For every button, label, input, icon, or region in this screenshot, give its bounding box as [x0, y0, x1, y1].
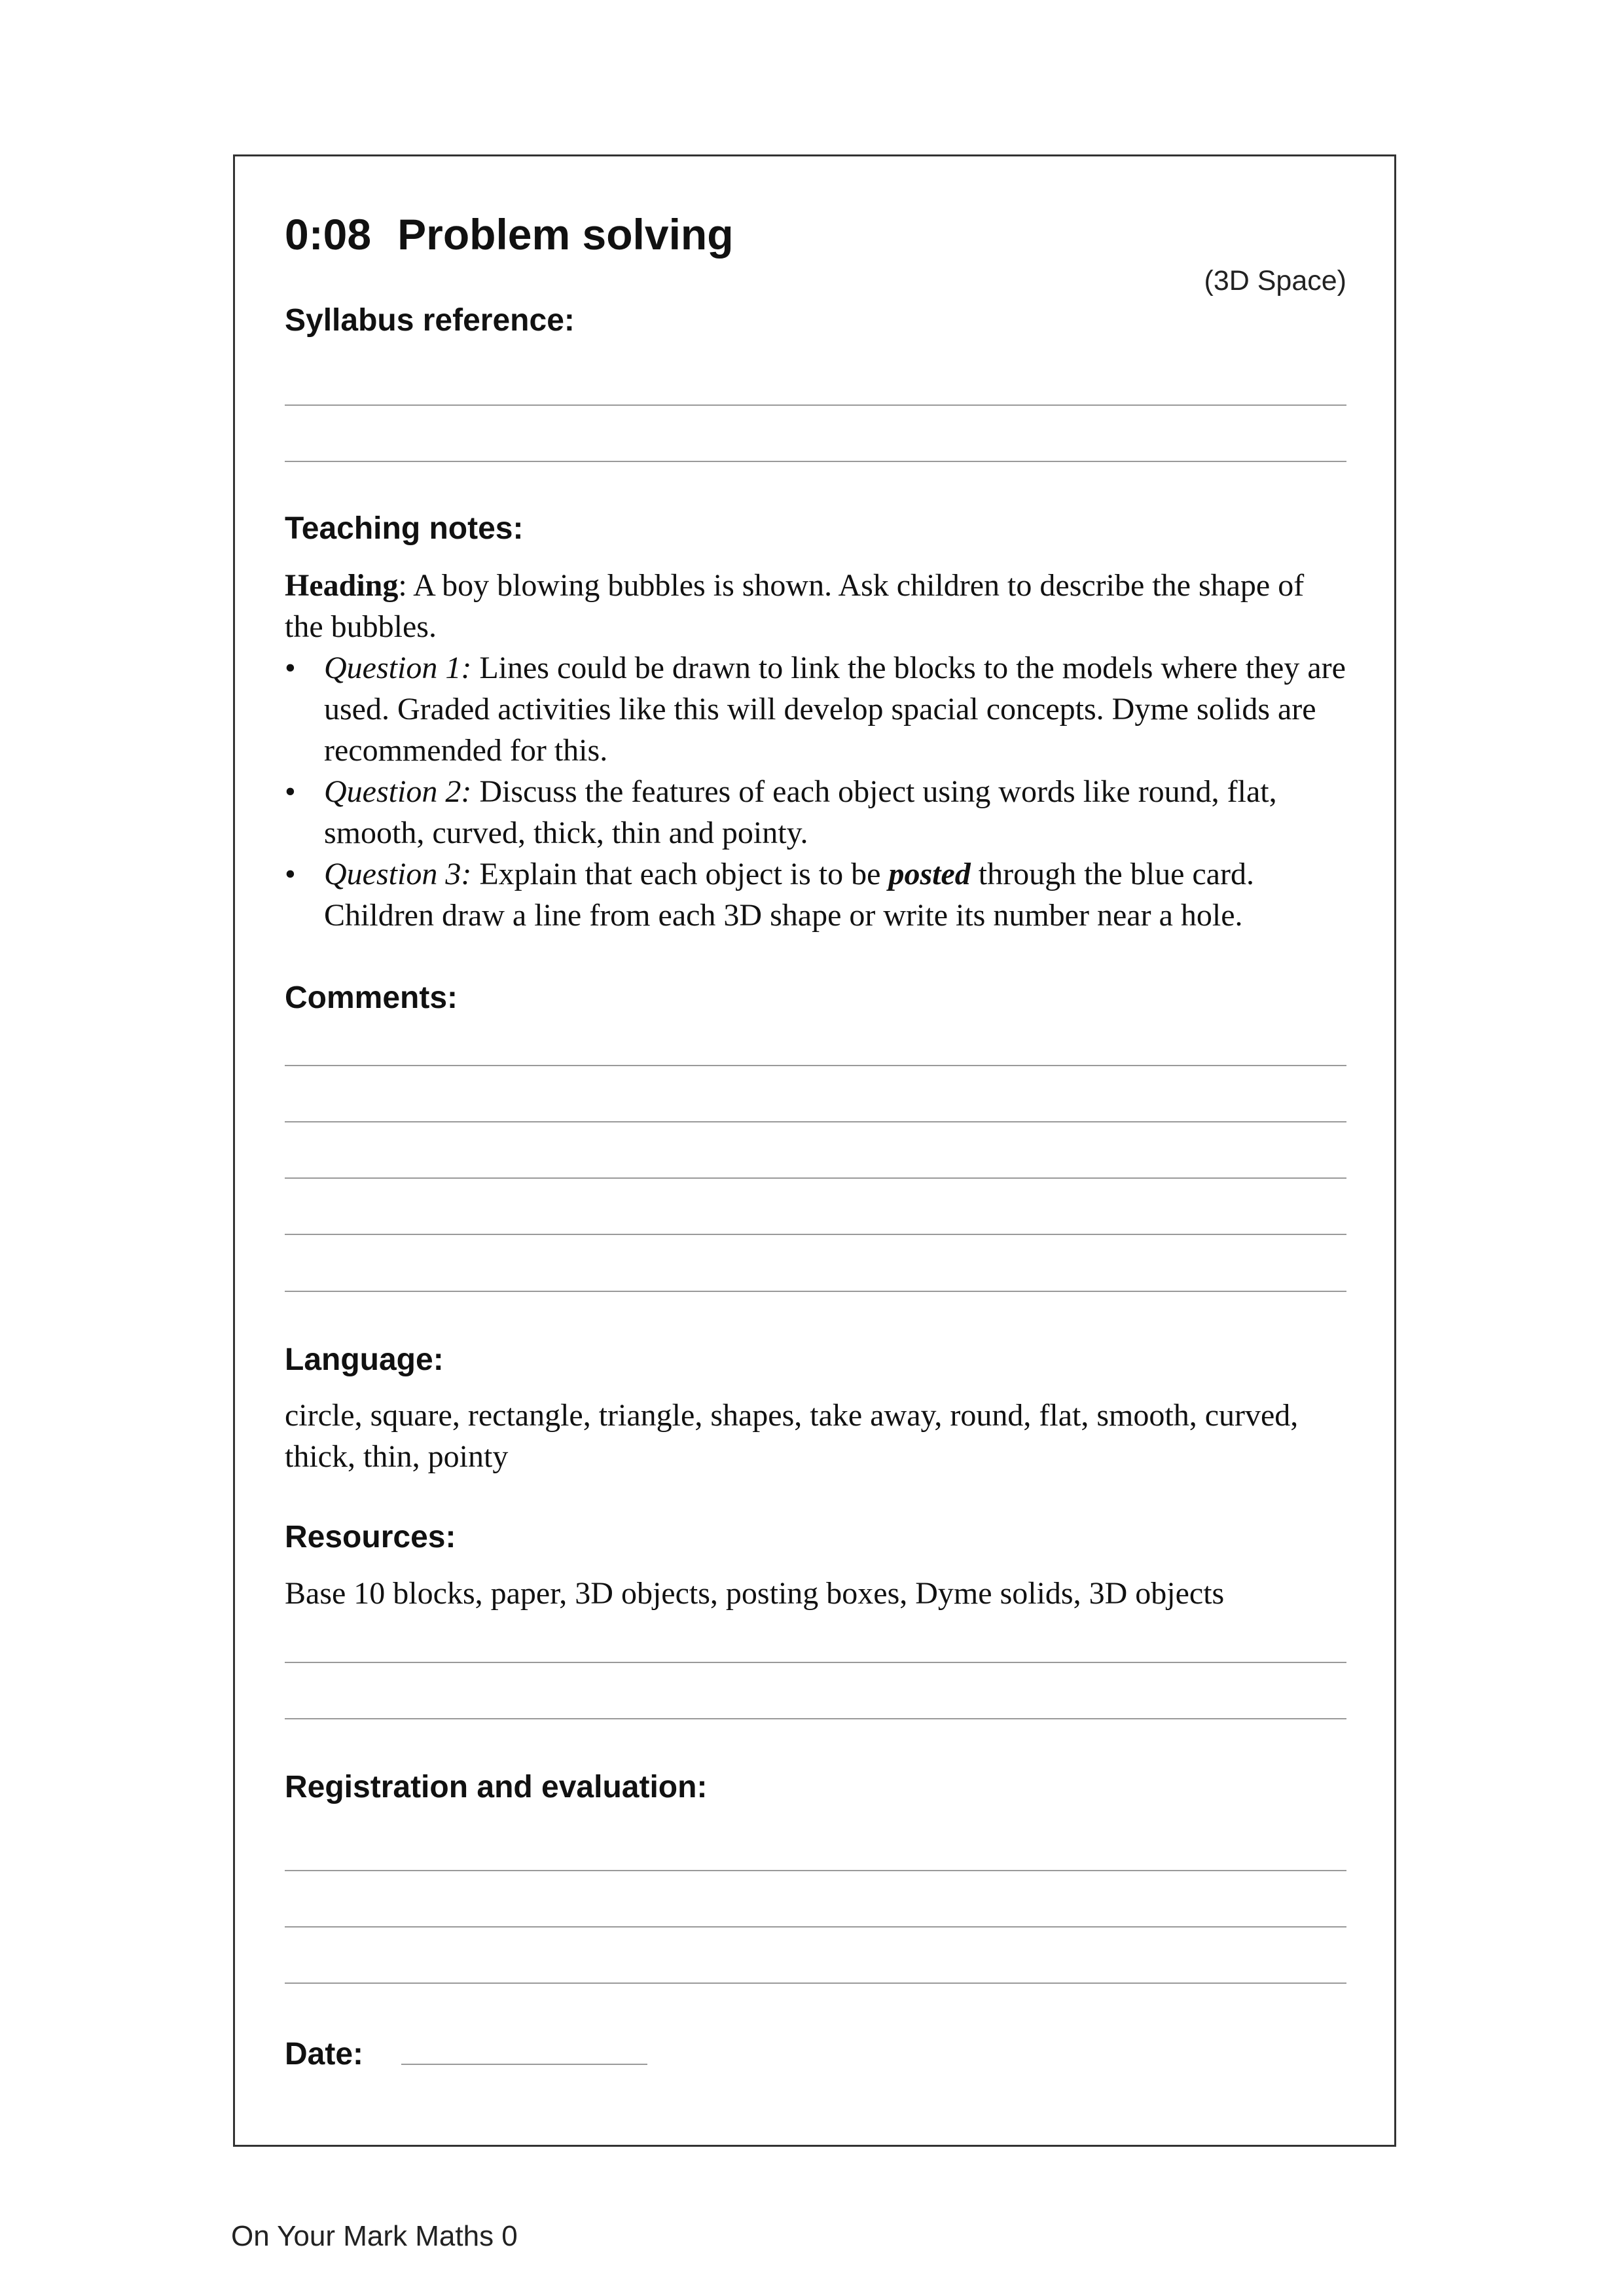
question-1-text: Lines could be drawn to link the blocks to the models where they are used. Graded activities like this will develop spacial concepts. Dyme solids are recommended for this.: [324, 651, 1346, 768]
lesson-title-text: Problem solving: [397, 210, 734, 259]
registration-line-1[interactable]: [285, 1870, 1346, 1871]
date-label: Date:: [285, 2037, 364, 2072]
resources-line-2[interactable]: [285, 1718, 1346, 1719]
lesson-number: 0:08: [285, 210, 372, 259]
comments-line-4[interactable]: [285, 1234, 1346, 1235]
comments-heading: Comments:: [285, 980, 458, 1015]
registration-line-3[interactable]: [285, 1982, 1346, 1984]
question-2-item: [285, 771, 1346, 853]
resources-text: Base 10 blocks, paper, 3D objects, posting boxes, Dyme solids, 3D objects: [285, 1576, 1225, 1611]
question-2-label: Question 2:: [324, 774, 472, 809]
registration-line-2[interactable]: [285, 1926, 1346, 1928]
syllabus-heading: Syllabus reference:: [285, 303, 575, 338]
question-3-emphasis: posted: [888, 857, 971, 891]
registration-heading: Registration and evaluation:: [285, 1770, 708, 1804]
question-3-text-after: through the blue card. Children draw a line from each 3D shape or write its number near a hole.: [324, 857, 1254, 933]
resources-line-1[interactable]: [285, 1662, 1346, 1663]
question-1-label: Question 1:: [324, 651, 472, 685]
question-3-item: [285, 853, 1346, 936]
heading-note: [285, 565, 1346, 647]
question-2-text: Discuss the features of each object using words like round, flat, smooth, curved, thick, thin and pointy.: [324, 774, 1277, 850]
language-heading: Language:: [285, 1342, 444, 1377]
question-1-item: [285, 647, 1346, 771]
teaching-notes-body: [285, 565, 1346, 936]
footer-text: On Your Mark Maths 0: [231, 2220, 518, 2252]
comments-line-5[interactable]: [285, 1291, 1346, 1292]
comments-line-2[interactable]: [285, 1121, 1346, 1122]
syllabus-line-1[interactable]: [285, 404, 1346, 406]
question-3-text-before: Explain that each object is to be: [471, 857, 889, 891]
question-list: [285, 647, 1346, 936]
teaching-notes-heading: Teaching notes:: [285, 511, 524, 546]
topic-label: (3D Space): [1204, 265, 1346, 296]
language-text: circle, square, rectangle, triangle, shapes, take away, round, flat, smooth, curved, thick, thin, pointy: [285, 1398, 1299, 1474]
question-3-label: Question 3:: [324, 857, 472, 891]
comments-line-3[interactable]: [285, 1177, 1346, 1179]
heading-note-label: Heading: [285, 568, 399, 603]
syllabus-line-2[interactable]: [285, 461, 1346, 462]
page-frame: [233, 154, 1396, 2147]
comments-line-1[interactable]: [285, 1065, 1346, 1066]
heading-note-text: : A boy blowing bubbles is shown. Ask children to describe the shape of the bubbles.: [285, 568, 1305, 644]
lesson-title: [285, 209, 734, 259]
resources-heading: Resources:: [285, 1520, 456, 1554]
date-field-line[interactable]: [401, 2064, 647, 2065]
